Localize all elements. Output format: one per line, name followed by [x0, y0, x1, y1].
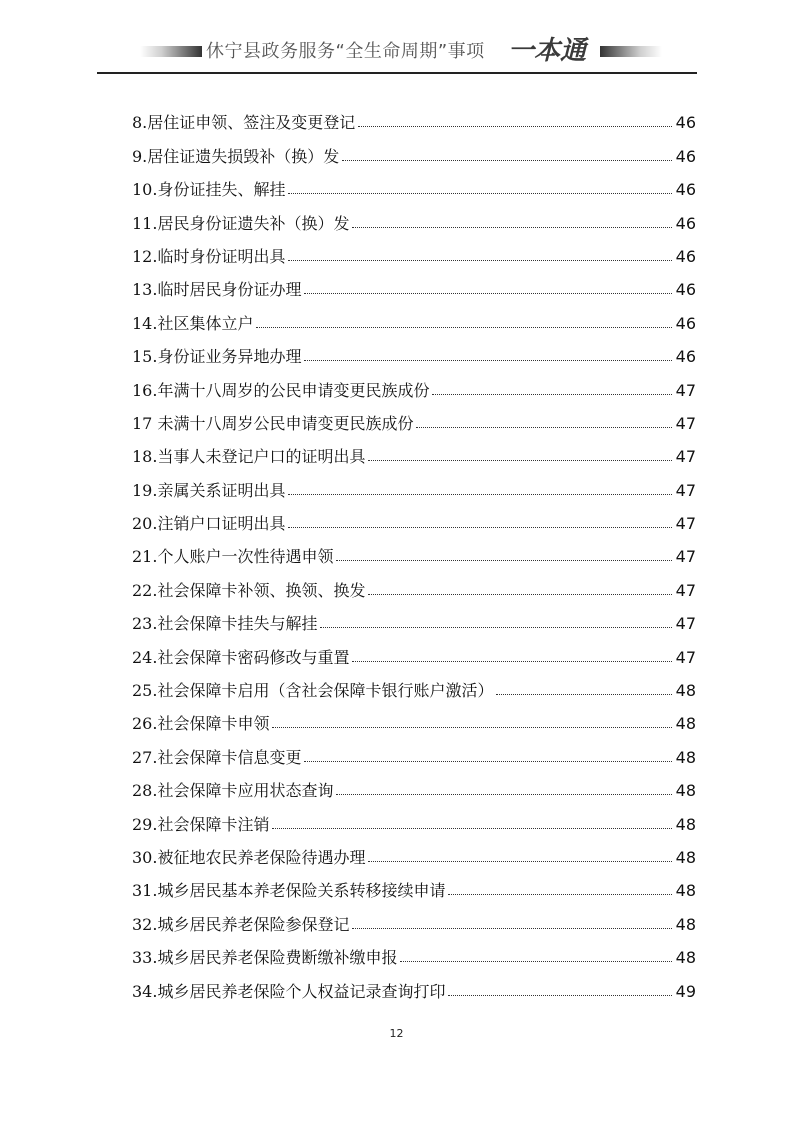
toc-leader-dots: [272, 727, 671, 728]
toc-entry-page: 46: [675, 180, 696, 200]
toc-entry[interactable]: [132, 167, 696, 200]
toc-entry-page: 47: [675, 447, 696, 467]
toc-leader-dots: [288, 193, 671, 194]
toc-entry-page: 48: [675, 847, 696, 867]
toc-entry-label: 12.临时身份证明出具: [132, 246, 286, 266]
toc-leader-dots: [336, 560, 671, 561]
toc-leader-dots: [352, 661, 671, 662]
toc-entry-page: 46: [675, 347, 696, 367]
toc-entry-label: 18.当事人未登记户口的证明出具: [132, 447, 366, 467]
toc-leader-dots: [288, 260, 671, 261]
header-rule: [97, 72, 697, 74]
toc-leader-dots: [304, 293, 671, 294]
toc-entry-label: 21.个人账户一次性待遇申领: [132, 547, 334, 567]
toc-entry[interactable]: [132, 668, 696, 701]
toc-entry-page: 46: [675, 113, 696, 133]
toc-entry-label: 32.城乡居民养老保险参保登记: [132, 914, 350, 934]
toc-entry[interactable]: [132, 634, 696, 667]
toc-entry[interactable]: [132, 467, 696, 500]
toc-entry-page: 49: [675, 981, 696, 1001]
toc-entry-label: 15.身份证业务异地办理: [132, 347, 302, 367]
page-number: 12: [389, 1027, 404, 1040]
toc-entry-page: 48: [675, 948, 696, 968]
toc-leader-dots: [400, 961, 671, 962]
toc-entry-label: 28.社会保障卡应用状态查询: [132, 781, 334, 801]
toc-entry[interactable]: [132, 300, 696, 333]
toc-entry-label: 10.身份证挂失、解挂: [132, 180, 286, 200]
toc-entry[interactable]: [132, 100, 696, 133]
toc-entry[interactable]: [132, 133, 696, 166]
toc-entry-label: 22.社会保障卡补领、换领、换发: [132, 580, 366, 600]
toc-entry-page: 47: [675, 614, 696, 634]
toc-entry-page: 46: [675, 313, 696, 333]
toc-entry-label: 9.居住证遗失损毁补（换）发: [132, 146, 340, 166]
toc-entry-page: 48: [675, 747, 696, 767]
toc-entry-label: 29.社会保障卡注销: [132, 814, 270, 834]
toc-entry-page: 47: [675, 380, 696, 400]
toc-entry-page: 46: [675, 280, 696, 300]
toc-entry-label: 31.城乡居民基本养老保险关系转移接续申请: [132, 881, 446, 901]
toc-leader-dots: [272, 828, 671, 829]
toc-leader-dots: [256, 327, 671, 328]
toc-entry-label: 33.城乡居民养老保险费断缴补缴申报: [132, 948, 398, 968]
toc-entry[interactable]: [132, 267, 696, 300]
toc-leader-dots: [358, 126, 671, 127]
toc-entry-label: 11.居民身份证遗失补（换）发: [132, 213, 350, 233]
toc-entry[interactable]: [132, 968, 696, 1001]
toc-leader-dots: [448, 894, 671, 895]
toc-entry-label: 23.社会保障卡挂失与解挂: [132, 614, 318, 634]
header-decoration-right: [600, 46, 662, 57]
toc-entry[interactable]: [132, 534, 696, 567]
toc-entry-label: 30.被征地农民养老保险待遇办理: [132, 847, 366, 867]
toc-leader-dots: [304, 761, 671, 762]
toc-entry-label: 16.年满十八周岁的公民申请变更民族成份: [132, 380, 430, 400]
toc-entry-page: 47: [675, 647, 696, 667]
toc-entry[interactable]: [132, 768, 696, 801]
toc-entry[interactable]: [132, 835, 696, 868]
toc-entry-page: 48: [675, 881, 696, 901]
toc-entry-page: 47: [675, 547, 696, 567]
toc-entry-page: 48: [675, 914, 696, 934]
toc-leader-dots: [496, 694, 671, 695]
toc-leader-dots: [368, 460, 671, 461]
toc-entry[interactable]: [132, 434, 696, 467]
toc-entry[interactable]: [132, 234, 696, 267]
header-decoration-left: [140, 46, 202, 57]
toc-leader-dots: [336, 794, 671, 795]
toc-entry-page: 48: [675, 714, 696, 734]
toc-entry[interactable]: [132, 200, 696, 233]
toc-entry-label: 25.社会保障卡启用（含社会保障卡银行账户激活）: [132, 681, 494, 701]
toc-entry[interactable]: [132, 801, 696, 834]
toc-entry-page: 46: [675, 213, 696, 233]
toc-entry[interactable]: [132, 734, 696, 767]
toc-entry-page: 47: [675, 580, 696, 600]
header-title: 休宁县政务服务“全生命周期”事项: [206, 41, 485, 62]
toc-entry-label: 24.社会保障卡密码修改与重置: [132, 647, 350, 667]
toc-entry[interactable]: [132, 401, 696, 434]
toc-entry-label: 19.亲属关系证明出具: [132, 480, 286, 500]
toc-leader-dots: [288, 527, 671, 528]
toc-leader-dots: [320, 627, 671, 628]
toc-entry[interactable]: [132, 501, 696, 534]
toc-leader-dots: [342, 160, 671, 161]
header-logo: 一本通: [508, 36, 587, 66]
toc-entry-page: 48: [675, 681, 696, 701]
toc-entry-page: 47: [675, 413, 696, 433]
toc-entry-label: 27.社会保障卡信息变更: [132, 747, 302, 767]
toc-entry-page: 48: [675, 781, 696, 801]
toc-entry[interactable]: [132, 701, 696, 734]
toc-leader-dots: [368, 861, 671, 862]
toc-entry-label: 8.居住证申领、签注及变更登记: [132, 113, 356, 133]
toc-entry[interactable]: [132, 334, 696, 367]
toc-entry-label: 20.注销户口证明出具: [132, 514, 286, 534]
toc-leader-dots: [352, 928, 671, 929]
toc-entry[interactable]: [132, 935, 696, 968]
toc-entry-label: 26.社会保障卡申领: [132, 714, 270, 734]
toc-leader-dots: [288, 494, 671, 495]
toc-entry[interactable]: [132, 367, 696, 400]
toc-entry-page: 47: [675, 480, 696, 500]
page-header: [0, 0, 793, 80]
toc-entry[interactable]: [132, 901, 696, 934]
toc-leader-dots: [448, 995, 671, 996]
toc-entry[interactable]: [132, 601, 696, 634]
toc-entry[interactable]: [132, 567, 696, 600]
toc-leader-dots: [304, 360, 671, 361]
toc-entry-label: 14.社区集体立户: [132, 313, 254, 333]
toc-entry-page: 46: [675, 146, 696, 166]
toc-leader-dots: [432, 394, 671, 395]
toc-entry-label: 17 未满十八周岁公民申请变更民族成份: [132, 413, 414, 433]
toc-leader-dots: [368, 594, 671, 595]
toc-entry-page: 48: [675, 814, 696, 834]
toc-entry-page: 46: [675, 246, 696, 266]
toc-leader-dots: [352, 227, 671, 228]
toc-entry-page: 47: [675, 514, 696, 534]
toc-leader-dots: [416, 427, 671, 428]
toc-entry[interactable]: [132, 868, 696, 901]
table-of-contents: [132, 100, 696, 1002]
toc-entry-label: 13.临时居民身份证办理: [132, 280, 302, 300]
toc-entry-label: 34.城乡居民养老保险个人权益记录查询打印: [132, 981, 446, 1001]
